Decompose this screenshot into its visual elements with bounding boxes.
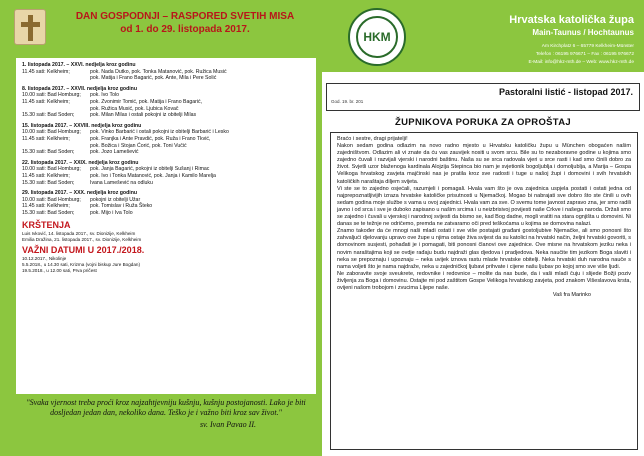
org-place: Main-Taunus / Hochtaunus xyxy=(532,28,634,37)
mass-row xyxy=(22,143,310,150)
mass-time: 11.45 sati: Kelkheim; xyxy=(22,98,70,105)
message-paragraph: Znamo također da će mnogi naši mladi ostati i sve više postajati građani gostoljubive Njemačke, ali smo ponosni što zahvaljući djelovanju upravo ove župe u njima ostaje živa svijest da su katolici na hrvatski način, željni hrvatski govoriti, s domovinom susjesti, pohađati je i pomagati, biti ponosni članovi ove zajednice. Ove misne na hrvatskom jeziku neka i novim naraštajima koji se ovdje rađaju budu najdraži glas djedova i pradjedova. Neka naučite tim jezikom Boga slaviti i neka se prepoznaju i upoznaju – neka uvijek iznova rastu mlade hrvatske obitelji. Neka hrvatski duh narodna nauče s nama voljeti što je nama najdraže, neka u zajedničkoj ljubavi prihvate i cijene našu ljubav po kojoj smo sve više ljudi. xyxy=(337,228,631,270)
right-panel xyxy=(322,0,644,456)
mass-intention: pok. Zvonimir Tomić, pok. Matija i Frano Bagarić, xyxy=(90,98,203,105)
week-title: 8. listopada 2017. – XXVII. nedjelja kroz godinu xyxy=(22,85,138,92)
mass-intention: pokojni iz obitelji Užar xyxy=(90,196,141,203)
mass-row xyxy=(22,69,310,76)
mass-row xyxy=(22,136,310,143)
mass-intention: pok. Jozo Lamešević xyxy=(90,149,139,156)
message-paragraph: Ne zaboravite svoje sveukrete, redovnike i redovnice – molite da nas bude, da i vaši mladi čuju i slijede Božji poziv življenja za Boga i domovinu. Ostajte mi pod zaštitom Gospe Velikoga hrvatskog zavjeta, pod znakom Višeslavova krsta, ovijeni našom trobojom i zvucima Lijepe naše. xyxy=(337,270,631,291)
krstenje-item: Emilia Dražina, 21. listopada 2017., sv. Dionizije, Kelkheim xyxy=(22,237,142,243)
mass-time: 10.00 sati: Bad Homburg; xyxy=(22,92,81,99)
org-email: E-Mail: info@hkz-mth.de – Web: www.hkz-mth.de xyxy=(528,60,634,65)
quote-author: sv. Ivan Pavao II. xyxy=(199,420,256,429)
krstenja-title: KRŠTENJA xyxy=(22,220,71,231)
mass-intention: pok. Ivo i Tonka Matanović, pok. Janja i Kamilo Marelja xyxy=(90,172,216,179)
datum-item: 10.12.2017., Nikolinje xyxy=(22,256,67,262)
mass-row xyxy=(22,112,310,119)
mass-time: 15.30 sati: Bad Soden; xyxy=(22,209,75,216)
mass-row xyxy=(22,106,310,113)
mass-time: 10.00 sati: Bad Homburg; xyxy=(22,196,81,203)
mass-intention: pok. Vinko Barbarić i ostali pokojni iz obitelji Barbarić i Lesko xyxy=(90,129,229,136)
quote-text: "Svaka vjernost treba proći kroz najzahtjevniju kušnju, kušnju postojanosti. Lako je biti dosljedan jedan dan, nekoliko dana. Teško je i važno biti kroz sav život." xyxy=(26,398,306,417)
mass-row xyxy=(22,149,310,156)
mass-time xyxy=(22,143,90,150)
mass-time xyxy=(22,106,90,113)
message-paragraph: Braćo i sestre, dragi prijatelji! xyxy=(337,136,408,142)
mass-intention: pok. Janja Bagarić, pokojni iz obitelji Sušanj i Rimac xyxy=(90,166,210,173)
leaflet-subtitle: God. 19. br. 201 xyxy=(331,99,364,104)
message-paragraph: Vi ste se to zajedno osjećali, razumjeli i pomagali. Hvala vam što je ova zajednica uspjela postati i ostati jedna od najprepoznatljivijih izraza hrvatske katoličke prisutnosti u Njemačkoj. Mogao bi nabrajati sve dobro što ste činili u ovih sedam godina moje službe s vama u ovoj zajednici. Hvala vam za sve. O svemu tome javnost zapravo zna, jer smo radili javno i od srca i sve je duboko zapisano u našim srcima i u neizbrisivoj povijesti naše Crkve i našega naroda. Držali smo se zajedno i čuvali u vjerskoj i narodnoj svijesti da bismo se, kad Bog dadne, mogli vratiti na stara ognjišta u domovini. Ni danas se te težnje ne odričemo, premda ne zatvaramo oči pred teškoćama u kojima se domovina nalazi. xyxy=(337,185,631,228)
leaflet-title-box xyxy=(326,83,640,111)
mass-time xyxy=(22,75,90,82)
mass-intention: pok. Božica i Stojan Ćorić, pok. Toni Vučić xyxy=(90,142,187,149)
mass-row xyxy=(22,210,310,217)
week-block xyxy=(22,86,310,119)
mass-time: 11.45 sati: Kelkheim; xyxy=(22,68,70,75)
message-paragraph: Nakon sedam godina odlazim na novo radno mjesto u Hrvatsku katoličku župu u München obogaćen našim zajedništvom. Odlazim ali vi znate da ću vas zauvijek nositi u svom srcu. Bile su to nezaboravne godine u kojima smo zajedno čuvali i razvijali vjerski i narodni baštinu. Naša su se srca radovala vjeri u srce rasti i kad smo činili dobro za život. Svjetli uzor blaženoga kardinala Alojzija Stepinca bio nam je svjetionik bogoljublja i domoljublja, a Marija – Gospa Velikoga hrvatskog zavjeta majčinski nas je pratila kroz sve radosti i tuge u našoj župi i domovini i svih hrvatskih katoličkih naraštaja diljem svijeta. xyxy=(337,143,631,185)
week-block xyxy=(22,160,310,186)
mass-intention: pok. Franjka i Ante Pravdić, pok. Ruža i Frano Tkvić, xyxy=(90,135,211,142)
week-title: 22. listopada 2017. – XXIX. nedjelja kroz godinu xyxy=(22,159,139,166)
mass-time: 10.00 sati: Bad Homburg; xyxy=(22,129,81,136)
week-block xyxy=(22,123,310,156)
signature: Vaš fra Marinko xyxy=(552,292,591,299)
mass-row xyxy=(22,75,310,82)
datumi-list xyxy=(22,256,310,274)
message-box xyxy=(330,132,638,450)
header-band xyxy=(322,0,644,72)
week-block xyxy=(22,62,310,82)
mass-row xyxy=(22,99,310,106)
quote xyxy=(16,398,316,430)
mass-intention: pok. Tomislav i Ruža Šteko xyxy=(90,203,153,210)
mass-row xyxy=(22,173,310,180)
mass-time: 15.30 sati: Bad Soden; xyxy=(22,179,75,186)
mass-intention: Ivana Lamešević na odluku xyxy=(90,179,153,186)
org-name: Hrvatska katolička župa xyxy=(509,14,634,26)
mass-intention: pok. Milan Milas i ostali pokojni iz obitelji Milas xyxy=(90,112,197,119)
mass-row xyxy=(22,92,310,99)
org-phone: Telefon : 06195 976671 – Fax : 06195 976672 xyxy=(535,52,634,57)
week-title: 29. listopada 2017. – XXX. nedjelja kroz godinu xyxy=(22,190,138,197)
church-ornament-icon xyxy=(14,9,46,45)
logo-text: HKM xyxy=(356,16,398,58)
mass-row xyxy=(22,197,310,204)
mass-row xyxy=(22,203,310,210)
week-title: 1. listopada 2017. – XXVI. nedjelja kroz godinu xyxy=(22,62,136,68)
mass-row xyxy=(22,129,310,136)
weeks-list xyxy=(22,62,310,216)
mass-intention: pok. Ivo Tolo xyxy=(90,92,120,99)
mass-intention: pok. Nada Dutko, pok. Tonka Matanović, pok. Ružica Musić xyxy=(90,68,227,75)
mass-time: 11.45 sati: Kelkheim; xyxy=(22,203,70,210)
org-address: Am Kirchplatz 6 – 65779 Kelkheim-Münster xyxy=(541,44,634,49)
mass-time: 15.30 sati: Bad Soden; xyxy=(22,149,75,156)
week-block xyxy=(22,190,310,216)
mass-intention: pok. Mijo i Iva Tolo xyxy=(90,209,133,216)
datumi-title: VAŽNI DATUMI U 2017./2018. xyxy=(22,245,145,256)
mass-row xyxy=(22,180,310,187)
schedule-subtitle: od 1. do 29. listopada 2017. xyxy=(120,24,250,35)
mass-time: 11.45 sati: Kelkheim; xyxy=(22,172,70,179)
krstenja-list xyxy=(22,231,310,243)
schedule-box xyxy=(16,58,316,394)
schedule-title: DAN GOSPODNJI – RASPORED SVETIH MISA xyxy=(75,11,295,22)
message-title: ŽUPNIKOVA PORUKA ZA OPROŠTAJ xyxy=(395,117,571,128)
message-paragraphs xyxy=(337,136,631,292)
mass-intention: pok. Matija i Frano Bagarić, pok. Ante, Mila i Pere Solić xyxy=(90,75,217,82)
mass-time: 15.30 sati: Bad Soden; xyxy=(22,112,75,119)
week-title: 15. listopada 2017. – XXVIII. nedjelja kroz godinu xyxy=(22,122,142,129)
mass-intention: pok. Ružica Musić, pok. Ljubica Kovač xyxy=(90,105,179,112)
krstenje-item: Luis Ivković, 14. listopada 2017., sv. Dionizije, Kelkheim xyxy=(22,231,136,237)
mass-time: 10.00 sati: Bad Homburg; xyxy=(22,166,81,173)
mass-time: 11.45 sati: Kelkheim; xyxy=(22,135,70,142)
datum-item: 19.5.2018., u 12.00 sati, Prva pričest xyxy=(22,268,97,274)
mass-row xyxy=(22,166,310,173)
datum-item: 5.5.2018., u 14.30 sati, Krizma (vojni biskup Jure Bogdan) xyxy=(22,262,140,268)
leaflet-title: Pastoralni listić - listopad 2017. xyxy=(498,87,633,97)
parish-logo xyxy=(348,8,406,66)
